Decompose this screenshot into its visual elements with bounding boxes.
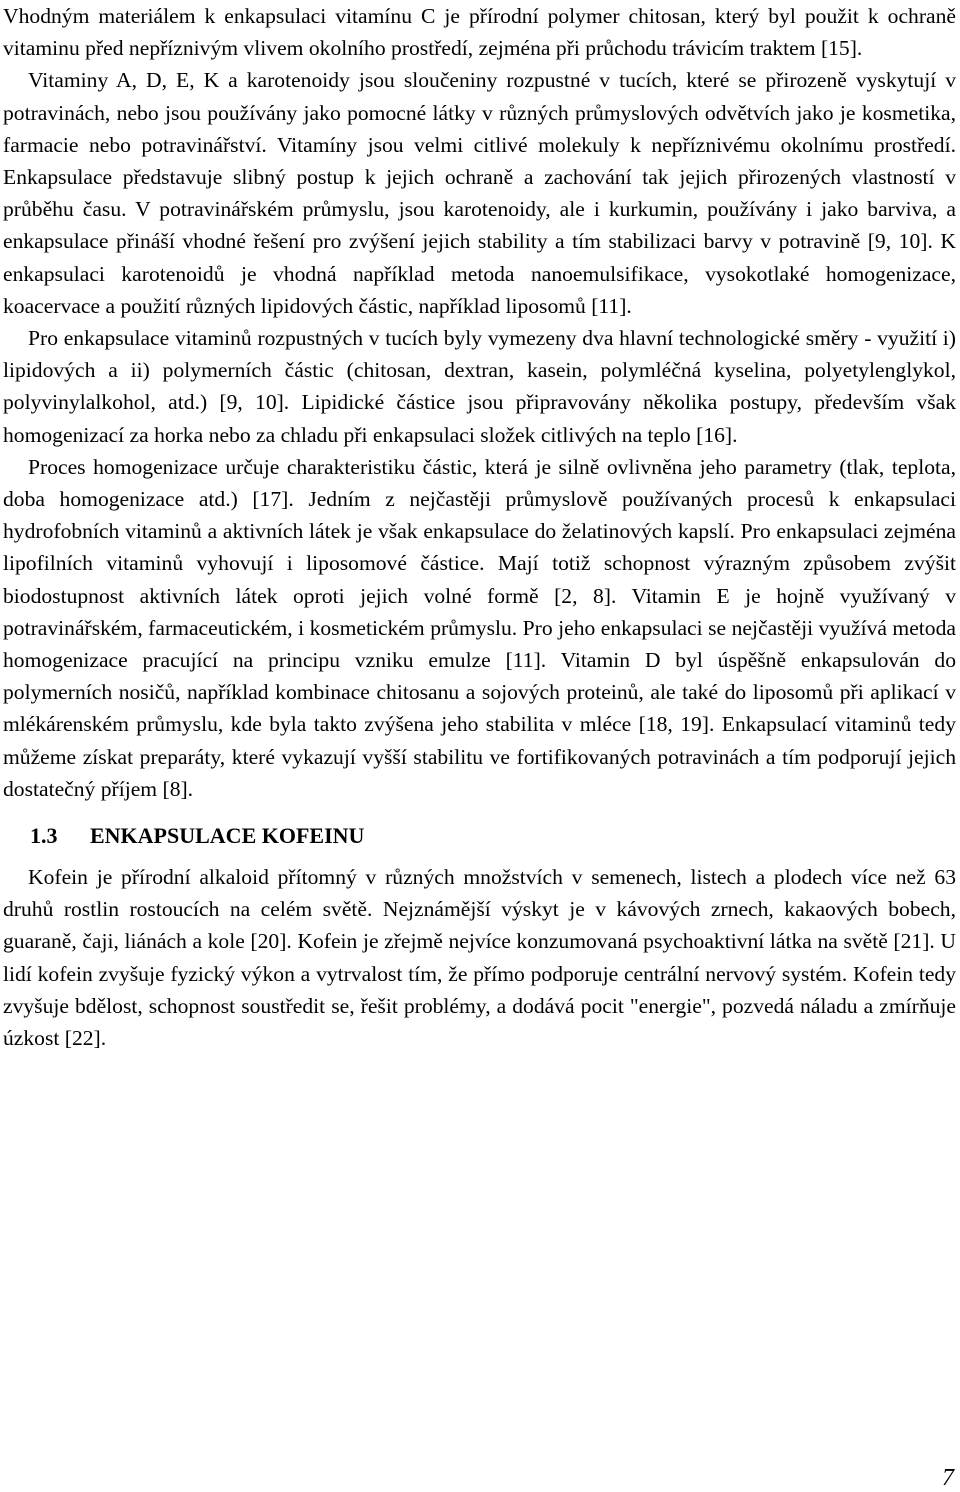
section-number: 1.3 <box>30 823 58 849</box>
body-text <box>3 0 956 1054</box>
paragraph-homogenization: Proces homogenizace určuje charakteristiku částic, která je silně ovlivněna jeho parametry (tlak, teplota, doba homogenizace atd.) [17]. Jedním z nejčastěji průmyslově používaných procesů k enkapsulaci hydrofobních vitaminů a aktivních látek je však enkapsulace do želatinových kapslí. Pro enkapsulaci zejména lipofilních vitaminů vyhovují i liposomové částice. Mají totiž schopnost výrazným způsobem zvýšit biodostupnost aktivních látek oproti jejich volné formě [2, 8]. Vitamin E je hojně využívaný v potravinářském, farmaceutickém, i kosmetickém průmyslu. Pro jeho enkapsulaci se nejčastěji využívá metoda homogenizace pracující na principu vzniku emulze [11]. Vitamin D byl úspěšně enkapsulován do polymerních nosičů, například kombinace chitosanu a sojových proteinů, ale také do liposomů při aplikací v mlékárenském průmyslu, kde byla takto zvýšena jeho stabilita v mléce [18, 19]. Enkapsulací vitaminů tedy můžeme získat preparáty, které vykazují vyšší stabilitu ve fortifikovaných potravinách a tím podporují jejich dostatečný příjem [8]. <box>3 454 956 801</box>
section-heading <box>30 817 956 855</box>
page-number: 7 <box>942 1465 954 1491</box>
paragraph-vitamin-c: Vhodným materiálem k enkapsulaci vitamínu C je přírodní polymer chitosan, který byl použit k ochraně vitaminu před nepříznivým vlivem okolního prostředí, zejména při průchodu trávicím traktem [15]. <box>3 4 956 61</box>
paragraph-fat-soluble-vitamins: Vitaminy A, D, E, K a karotenoidy jsou sloučeniny rozpustné v tucích, které se přirozeně vyskytují v potravinách, nebo jsou používány jako pomocné látky v různých průmyslových odvětvích jako je kosmetika, farmacie nebo potravinářství. Vitamíny jsou velmi citlivé molekuly k nepříznivému okolnímu prostředí. Enkapsulace představuje slibný postup k jejich ochraně a zachování tak jejich přirozených vlastností v průběhu času. V potravinářském průmyslu, jsou karotenoidy, ale i kurkumin, používány i jako barviva, a enkapsulace přináší vhodné řešení pro zvýšení jejich stability a tím stabilizaci barvy v potravině [9, 10]. K enkapsulaci karotenoidů je vhodná například metoda nanoemulsifikace, vysokotlaké homogenizace, koacervace a použití různých lipidových částic, například liposomů [11]. <box>3 68 956 318</box>
paragraph-caffeine: Kofein je přírodní alkaloid přítomný v různých množstvích v semenech, listech a plodech více než 63 druhů rostlin rostoucích na celém světě. Nejznámější výskyt je v kávových zrnech, kakaových bobech, guaraně, čaji, liánách a kole [20]. Kofein je zřejmě nejvíce konzumovaná psychoaktivní látka na světě [21]. U lidí kofein zvyšuje fyzický výkon a vytrvalost tím, že přímo podporuje centrální nervový systém. Kofein tedy zvyšuje bdělost, schopnost soustředit se, řešit problémy, a dodává pocit "energie", pozvedá náladu a zmírňuje úzkost [22]. <box>3 865 956 1051</box>
paragraph-technology-directions: Pro enkapsulace vitaminů rozpustných v tucích byly vymezeny dva hlavní technologické směry - využití i) lipidových a ii) polymerních částic (chitosan, dextran, kasein, polymléčná kyselina, polyetylenglykol, polyvinylalkohol, atd.) [9, 10]. Lipidické částice jsou připravovány několika postupy, především však homogenizací za horka nebo za chladu při enkapsulaci složek citlivých na teplo [16]. <box>3 326 956 447</box>
section-title: ENKAPSULACE KOFEINU <box>90 823 365 849</box>
